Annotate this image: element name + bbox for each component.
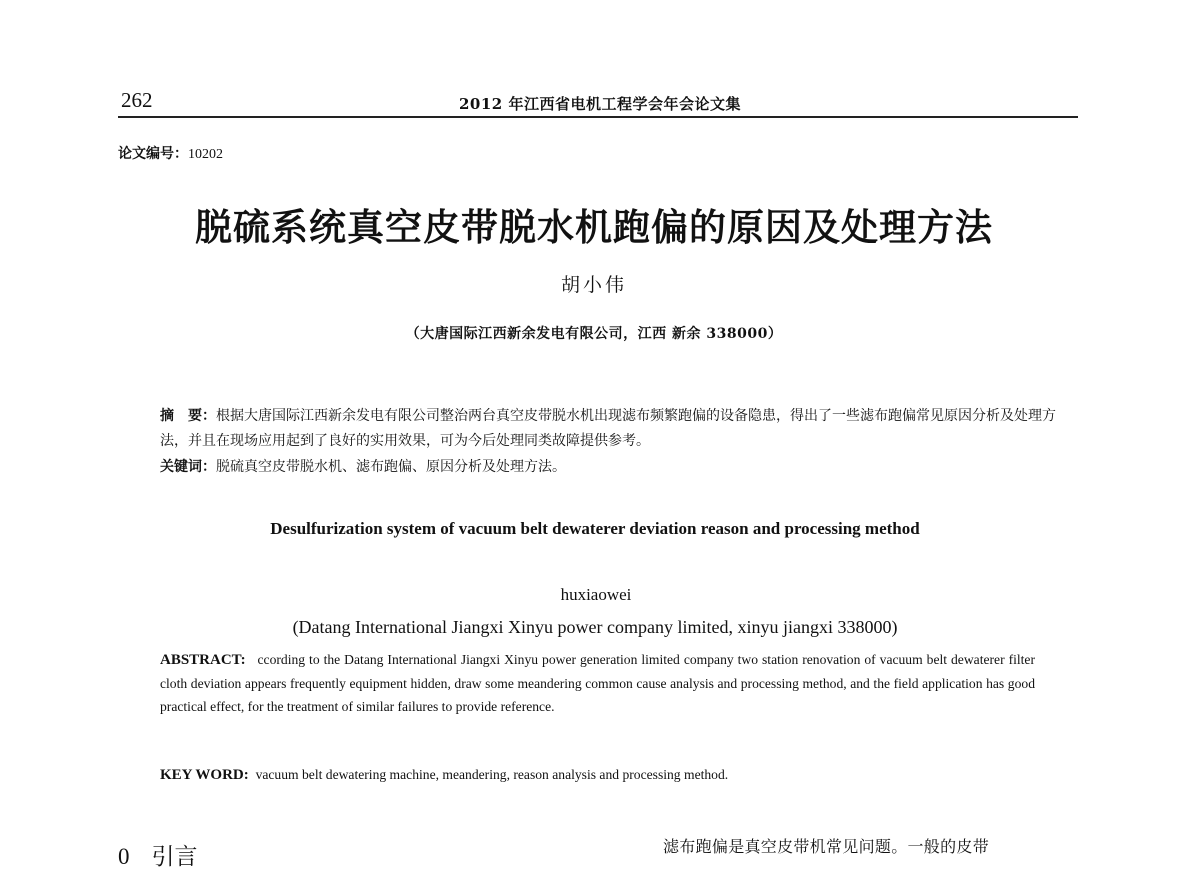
abstract-cn-label: 摘 要： — [160, 408, 216, 424]
section-title: 引言 — [151, 844, 198, 870]
keywords-cn — [160, 455, 1060, 480]
keywords-en — [160, 763, 1035, 787]
abstract-cn — [160, 404, 1060, 454]
paper-title-en: Desulfurization system of vacuum belt dewaterer deviation reason and processing method — [270, 519, 920, 538]
affiliation-en: (Datang International Jiangxi Xinyu power company limited, xinyu jiangxi 338000) — [292, 617, 898, 637]
abstract-en-text: ccording to the Datang International Jiangxi Xinyu power generation limited company two station renovation of vacuum belt dewaterer filter cloth deviation appears frequently equipment hidden, draw some meandering common cause analysis and processing method, and the field application has good practical effect, for the treatment of similar failures to provide reference. — [160, 652, 1035, 714]
abstract-cn-text: 根据大唐国际江西新余发电有限公司整治两台真空皮带脱水机出现滤布频繁跑偏的设备隐患，得出了一些滤布跑偏常见原因分析及处理方法，并且在现场应用起到了良好的实用效果，可为今后处理同类故障提供参考。 — [160, 408, 1056, 449]
keywords-en-text: vacuum belt dewatering machine, meandering, reason analysis and processing method. — [255, 767, 729, 782]
paper-title: 脱硫系统真空皮带脱水机跑偏的原因及处理方法 — [195, 206, 993, 249]
abstract-en-label: ABSTRACT: — [160, 652, 246, 668]
header-rule — [118, 116, 1078, 118]
author: 胡小伟 — [560, 274, 627, 296]
paper-number-value: 10202 — [188, 147, 223, 162]
keywords-en-label: KEY WORD: — [160, 767, 249, 783]
keywords-cn-label: 关键词： — [160, 459, 216, 475]
affiliation: （大唐国际江西新余发电有限公司，江西 新余 338000） — [405, 326, 783, 342]
author-en: huxiaowei — [560, 585, 632, 604]
body-text-right-column: 滤布跑偏是真空皮带机常见问题。一般的皮带 — [663, 837, 990, 856]
section-number: 0 — [118, 844, 130, 869]
paper-number-label: 论文编号： — [118, 146, 188, 162]
abstract-en — [160, 648, 1035, 718]
paper-number — [118, 143, 223, 163]
running-head: 2012 年江西省电机工程学会年会论文集 — [459, 95, 741, 113]
keywords-cn-text: 脱硫真空皮带脱水机、滤布跑偏、原因分析及处理方法。 — [216, 459, 566, 475]
section-heading — [118, 838, 198, 871]
page-number: 262 — [121, 88, 153, 112]
